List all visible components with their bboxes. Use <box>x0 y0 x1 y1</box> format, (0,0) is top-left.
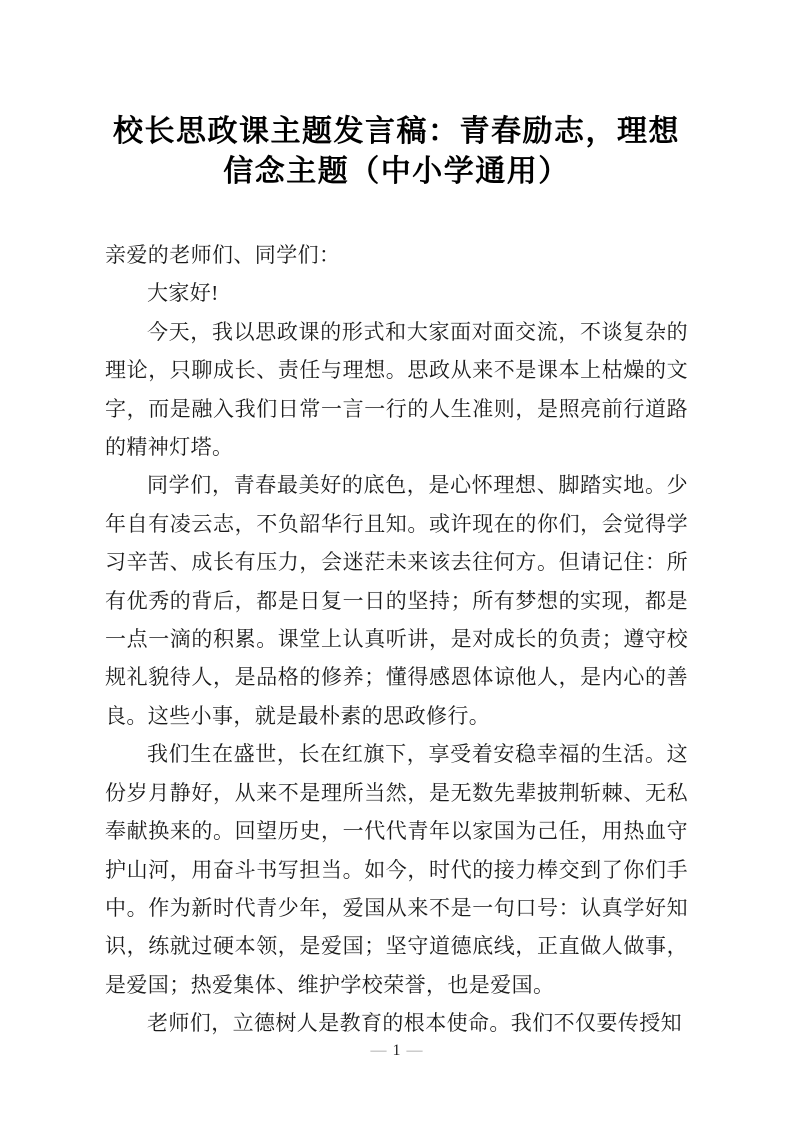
title-line-2: 信念主题（中小学通用） <box>223 155 570 188</box>
paragraph-intro: 今天，我以思政课的形式和大家面对面交流，不谈复杂的理论，只聊成长、责任与理想。思政从来不是课本上枯燥的文字，而是融入我们日常一言一行的人生准则，是照亮前行道路的精神灯塔。 <box>105 319 688 460</box>
page-footer <box>0 1043 793 1059</box>
page-number: 1 <box>392 1042 401 1059</box>
title-line-1: 校长思政课主题发言稿：青春励志，理想 <box>113 115 680 148</box>
salutation-line: 亲爱的老师们、同学们： <box>105 243 341 267</box>
paragraph-patriotism: 我们生在盛世，长在红旗下，享受着安稳幸福的生活。这份岁月静好，从来不是理所当然，是无数先辈披荆斩棘、无私奉献换来的。回望历史，一代代青年以家国为己任，用热血守护山河，用奋斗书写担当。如今，时代的接力棒交到了你们手中。作为新时代青少年，爱国从来不是一句口号：认真学好知识，练就过硬本领，是爱国；坚守道德底线，正直做人做事，是爱国；热爱集体、维护学校荣誉，也是爱国。 <box>105 742 688 997</box>
document-body <box>105 236 688 1043</box>
footer-dash-right: — <box>406 1042 423 1059</box>
paragraph-teachers-truncated: 老师们，立德树人是教育的根本使命。我们不仅要传授知 <box>147 1011 682 1036</box>
paragraph-youth-ideals: 同学们，青春最美好的底色，是心怀理想、脚踏实地。少年自有凌云志，不负韶华行且知。或许现在的你们，会觉得学习辛苦、成长有压力，会迷茫未来该去往何方。但请记住：所有优秀的背后，都是日复一日的坚持；所有梦想的实现，都是一点一滴的积累。课堂上认真听讲，是对成长的负责；遵守校规礼貌待人，是品格的修养；懂得感恩体谅他人，是内心的善良。这些小事，就是最朴素的思政修行。 <box>105 473 688 728</box>
footer-dash-left: — <box>370 1042 387 1059</box>
greeting-line: 大家好! <box>147 281 219 306</box>
document-title <box>105 112 688 192</box>
